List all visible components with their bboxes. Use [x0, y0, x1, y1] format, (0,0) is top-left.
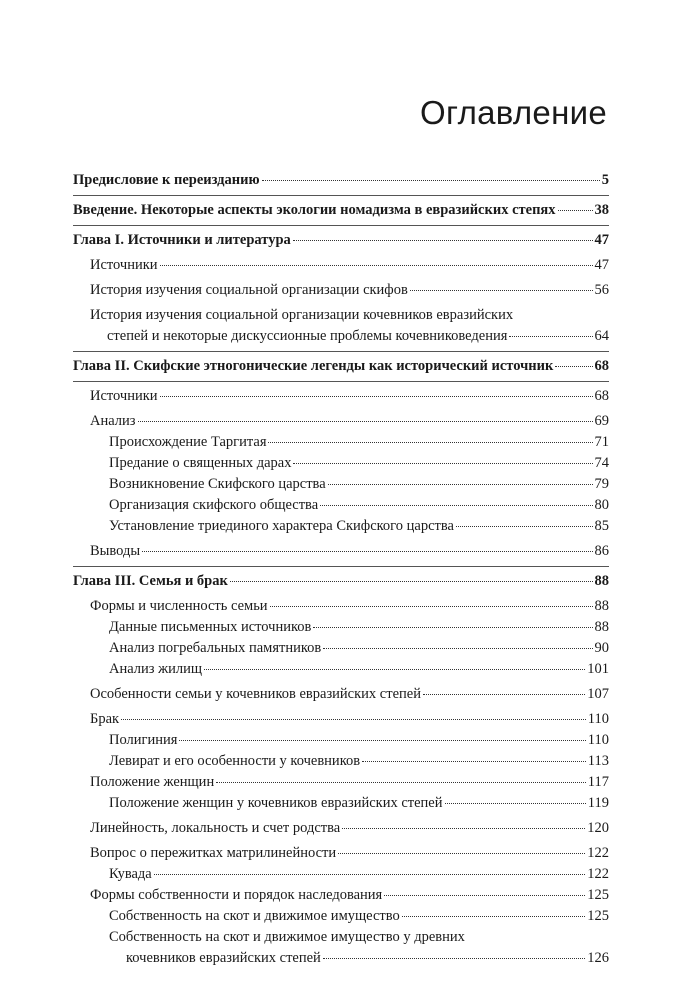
toc-entry[interactable]	[73, 596, 609, 617]
toc-entry-title: Происхождение Таргитая	[109, 434, 267, 450]
toc-page-number: 80	[594, 497, 609, 513]
toc-entry-title: История изучения социальной организации кочевников евразийских	[90, 307, 514, 323]
section-divider	[73, 566, 609, 567]
toc-page-number: 56	[594, 282, 609, 298]
toc-entry-title: Введение. Некоторые аспекты экологии номадизма в евразийских степях	[73, 202, 556, 218]
toc-page-number: 117	[587, 774, 609, 790]
dot-leader	[509, 336, 592, 337]
section-divider	[73, 381, 609, 382]
dot-leader	[338, 853, 585, 854]
toc-page-number: 101	[587, 661, 609, 677]
toc-page-number: 71	[594, 434, 609, 450]
dot-leader	[216, 782, 586, 783]
toc-page-number: 122	[587, 845, 609, 861]
toc-page-number: 120	[587, 820, 609, 836]
toc-entry-title: Собственность на скот и движимое имущество у древних	[109, 929, 465, 945]
dot-leader	[262, 180, 600, 181]
toc-entry[interactable]	[73, 638, 609, 659]
toc-entry-title: Кувада	[109, 866, 152, 882]
toc-entry-title: Установление триединого характера Скифского царства	[109, 518, 454, 534]
page-title: Оглавление	[420, 94, 607, 131]
toc-page-number: 119	[587, 795, 609, 811]
dot-leader	[323, 648, 592, 649]
toc-entry[interactable]	[73, 411, 609, 432]
dot-leader	[558, 210, 593, 211]
toc-entry-title: Положение женщин у кочевников евразийских степей	[109, 795, 443, 811]
toc-entry-title: Глава III. Семья и брак	[73, 573, 228, 589]
dot-leader	[268, 442, 592, 443]
dot-leader	[204, 669, 585, 670]
toc-entry-title-continued: кочевников евразийских степей	[126, 950, 321, 966]
dot-leader	[138, 421, 593, 422]
dot-leader	[384, 895, 585, 896]
toc-page-number: 110	[587, 732, 609, 748]
toc-page-number: 110	[587, 711, 609, 727]
dot-leader	[313, 627, 592, 628]
toc-entry[interactable]	[73, 453, 609, 474]
toc-page-number: 113	[587, 753, 609, 769]
toc-entry[interactable]	[73, 230, 609, 251]
toc-entry[interactable]	[73, 516, 609, 537]
toc-entry[interactable]	[73, 432, 609, 453]
toc-page-number: 38	[594, 202, 609, 218]
table-of-contents	[73, 170, 609, 969]
toc-entry[interactable]	[73, 927, 609, 969]
toc-entry-title: Особенности семьи у кочевников евразийских степей	[90, 686, 421, 702]
toc-page-number: 126	[587, 950, 609, 966]
toc-page-number: 47	[594, 257, 609, 273]
toc-page-number: 47	[594, 232, 609, 248]
dot-leader	[320, 505, 592, 506]
dot-leader	[142, 551, 592, 552]
toc-entry[interactable]	[73, 541, 609, 562]
toc-page-number: 85	[594, 518, 609, 534]
toc-entry[interactable]	[73, 474, 609, 495]
dot-leader	[154, 874, 586, 875]
toc-page-number: 64	[594, 328, 609, 344]
toc-entry-title: Источники	[90, 257, 158, 273]
toc-entry-title: Предание о священных дарах	[109, 455, 292, 471]
dot-leader	[555, 366, 592, 367]
toc-entry-title: Источники	[90, 388, 158, 404]
toc-entry[interactable]	[73, 684, 609, 705]
toc-page-number: 69	[594, 413, 609, 429]
toc-entry-title: Анализ	[90, 413, 136, 429]
toc-entry[interactable]	[73, 386, 609, 407]
toc-page-number: 68	[594, 388, 609, 404]
toc-entry[interactable]	[73, 818, 609, 839]
toc-entry[interactable]	[73, 906, 609, 927]
toc-entry[interactable]	[73, 843, 609, 864]
toc-entry-title: Анализ жилищ	[109, 661, 203, 677]
toc-entry[interactable]	[73, 280, 609, 301]
dot-leader	[323, 958, 585, 959]
toc-entry-title: Брак	[90, 711, 120, 727]
toc-entry-title: Левират и его особенности у кочевников	[109, 753, 361, 769]
toc-entry-title: Анализ погребальных памятников	[109, 640, 322, 656]
toc-entry-title: Глава II. Скифские этногонические легенды как исторический источник	[73, 358, 554, 374]
toc-page-number: 88	[594, 598, 609, 614]
section-divider	[73, 351, 609, 352]
toc-entry[interactable]	[73, 305, 609, 347]
toc-entry[interactable]	[73, 751, 609, 772]
toc-entry-title: Полигиния	[109, 732, 178, 748]
toc-entry[interactable]	[73, 730, 609, 751]
toc-entry-title: Формы и численность семьи	[90, 598, 268, 614]
toc-page-number: 79	[594, 476, 609, 492]
toc-entry[interactable]	[73, 255, 609, 276]
toc-entry[interactable]	[73, 571, 609, 592]
toc-entry[interactable]	[73, 170, 609, 191]
toc-entry-title: Собственность на скот и движимое имущество	[109, 908, 400, 924]
toc-page-number: 125	[587, 908, 609, 924]
toc-page-number: 68	[594, 358, 609, 374]
dot-leader	[410, 290, 593, 291]
toc-page-number: 88	[594, 619, 609, 635]
section-divider	[73, 225, 609, 226]
toc-entry-title: Выводы	[90, 543, 141, 559]
toc-page-number: 88	[594, 573, 609, 589]
toc-entry[interactable]	[73, 495, 609, 516]
toc-entry[interactable]	[73, 793, 609, 814]
dot-leader	[293, 240, 593, 241]
toc-entry[interactable]	[73, 617, 609, 638]
toc-entry-title: Организация скифского общества	[109, 497, 319, 513]
dot-leader	[179, 740, 585, 741]
toc-entry[interactable]	[73, 659, 609, 680]
toc-entry-title: Глава I. Источники и литература	[73, 232, 291, 248]
dot-leader	[362, 761, 586, 762]
toc-page-number: 90	[594, 640, 609, 656]
section-divider	[73, 195, 609, 196]
dot-leader	[160, 265, 593, 266]
dot-leader	[160, 396, 593, 397]
dot-leader	[423, 694, 585, 695]
dot-leader	[293, 463, 592, 464]
dot-leader	[121, 719, 586, 720]
toc-entry-title: Формы собственности и порядок наследования	[90, 887, 383, 903]
dot-leader	[328, 484, 593, 485]
toc-entry[interactable]	[73, 885, 609, 906]
dot-leader	[342, 828, 585, 829]
toc-page-number: 122	[587, 866, 609, 882]
dot-leader	[456, 526, 593, 527]
dot-leader	[270, 606, 593, 607]
toc-entry[interactable]	[73, 356, 609, 377]
dot-leader	[445, 803, 586, 804]
toc-entry-title: Линейность, локальность и счет родства	[90, 820, 341, 836]
toc-entry[interactable]	[73, 709, 609, 730]
dot-leader	[402, 916, 586, 917]
toc-entry-title-continued: степей и некоторые дискуссионные проблемы кочевниковедения	[107, 328, 508, 344]
toc-page-number: 5	[601, 172, 609, 188]
toc-entry-title: История изучения социальной организации скифов	[90, 282, 408, 298]
toc-entry-title: Данные письменных источников	[109, 619, 312, 635]
toc-page-number: 125	[587, 887, 609, 903]
dot-leader	[230, 581, 593, 582]
toc-page-number: 107	[587, 686, 609, 702]
toc-page-number: 74	[594, 455, 609, 471]
toc-entry-title: Положение женщин	[90, 774, 215, 790]
toc-page-number: 86	[594, 543, 609, 559]
toc-entry-title: Предисловие к переизданию	[73, 172, 260, 188]
toc-entry-title: Вопрос о пережитках матрилинейности	[90, 845, 337, 861]
toc-entry[interactable]	[73, 200, 609, 221]
toc-entry[interactable]	[73, 772, 609, 793]
toc-entry-title: Возникновение Скифского царства	[109, 476, 326, 492]
toc-entry[interactable]	[73, 864, 609, 885]
